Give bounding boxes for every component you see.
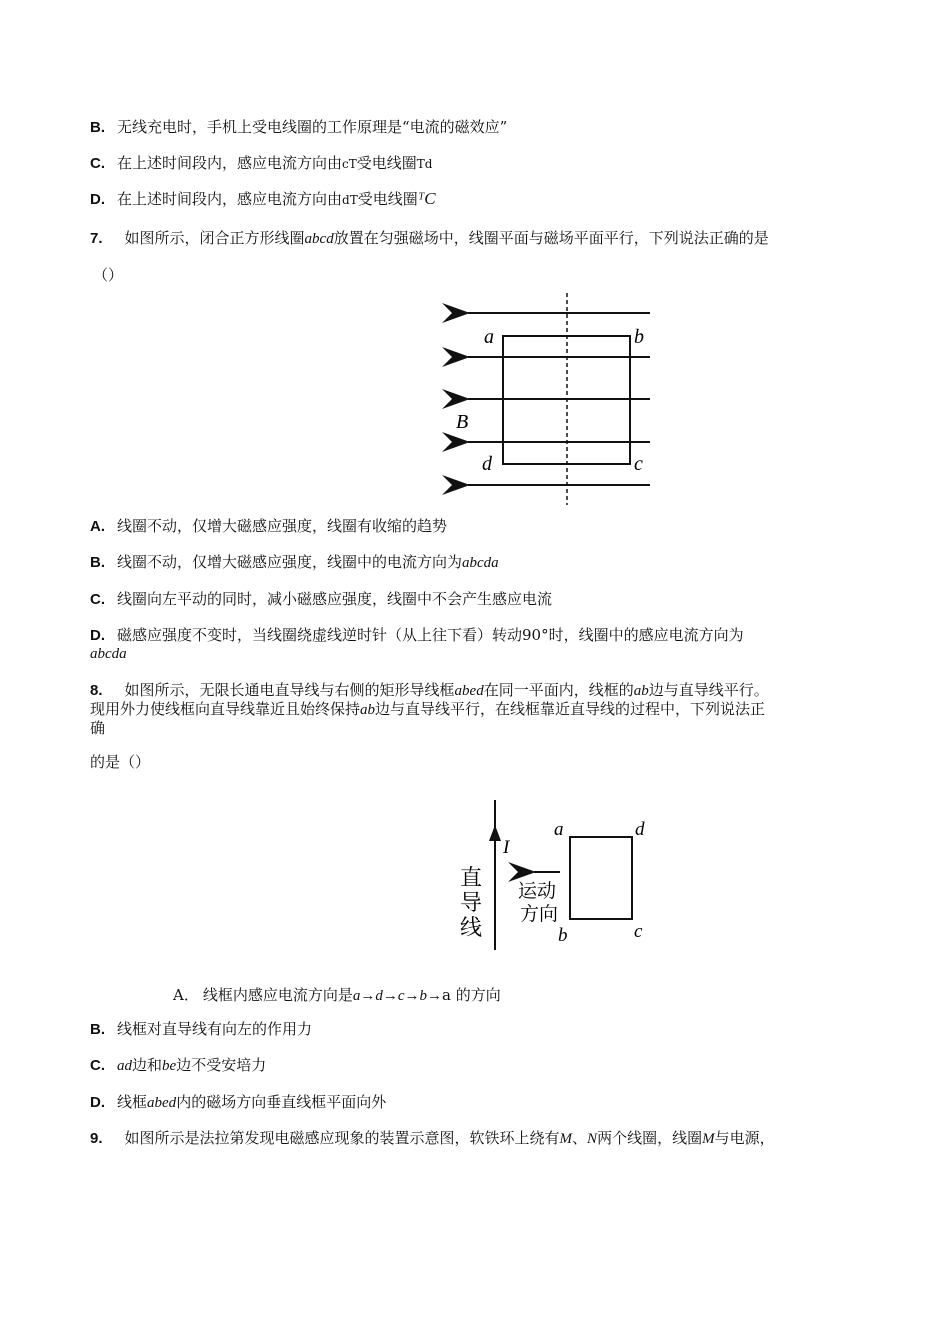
current-label: I [503,837,510,858]
stem-var: abed [454,683,484,699]
option-text: 线圈向左平动的同时，减小磁感应强度，线圈中不会产生感应电流 [117,590,553,608]
option-text: 受电线圈 [356,154,417,172]
option-label: C. [90,1057,105,1074]
option-text: 边不受安培力 [176,1056,267,1074]
option-text: 磁感应强度不变时，当线圈绕虚线逆时针（从上往下看）转动90°时，线圈中的感应电流方向为 [117,626,744,644]
stem-text: 、 [572,1129,588,1147]
q8-stem-line3: 确 [90,719,106,737]
q7-option-d [90,625,744,646]
option-text: 在上述时间段内，感应电流方向由 [117,190,343,208]
q7-stem [90,228,769,249]
option-text: 线圈不动，仅增大磁感应强度，线圈有收缩的趋势 [117,517,448,535]
stem-text: 边与直导线平行。 [648,681,769,699]
q8-option-c [90,1055,266,1076]
q8-option-b [90,1019,312,1040]
option-code: cT [342,157,357,171]
stem-var: M [559,1131,573,1147]
option-var: abcda [462,555,499,571]
q8-figure [450,795,660,970]
stem-text: 如图所示，闭合正方形线圈 [124,229,305,247]
option-var: ad [117,1058,132,1074]
stem-text: 在同一平面内，线框的 [483,681,634,699]
stem-var: ab [360,702,376,718]
stem-text: 如图所示是法拉第发现电磁感应现象的装置示意图，软铁环上绕有 [124,1129,560,1147]
option-text: 线框内感应电流方向是 [202,986,353,1004]
stem-text: 与电源， [714,1129,775,1147]
q7-option-c [90,589,552,610]
option-text: 内的磁场方向垂直线框平面向外 [176,1093,387,1111]
wire-label-3: 线 [460,915,483,940]
option-text: 线框 [117,1093,148,1111]
field-lines [468,313,650,485]
wire-label-2: 导 [460,890,483,915]
option-label: D. [90,191,105,208]
motion-label-2: 方向 [520,904,559,925]
rectangular-frame [570,837,632,919]
corner-label-d: d [635,819,645,840]
corner-label-c: c [634,453,643,475]
q8-stem-line1 [90,680,769,701]
option-text: 边和 [132,1056,163,1074]
option-label: B. [90,554,105,571]
option-label: C. [90,155,105,172]
q6-option-c [90,153,432,174]
motion-label-1: 运动 [518,881,557,902]
option-text: 受电线圈 [357,190,418,208]
option-label: B. [90,1021,105,1038]
option-text: 线框对直导线有向左的作用力 [117,1020,313,1038]
option-label: A． [173,986,199,1004]
q8-stem-line2 [90,699,765,720]
option-seq: a→d→c→b→ [352,988,443,1004]
option-text: a 的方向 [442,986,501,1004]
q8-option-d [90,1092,386,1113]
q9-stem [90,1128,775,1149]
q7-option-b [90,552,499,573]
question-number: 9. [90,1130,103,1147]
corner-label-b: b [558,925,568,946]
q8-stem-line4: 的是（） [90,753,151,771]
stem-text: 放置在匀强磁场中，线圈平面与磁场平面平行，下列说法正确的是 [333,229,769,247]
option-var: be [162,1058,177,1074]
q8-option-a [173,985,501,1006]
corner-label-a: a [554,819,564,840]
option-text: 在上述时间段内，感应电流方向由 [117,154,343,172]
current-arrow [489,825,501,841]
option-text: 无线充电时，手机上受电线圈的工作原理是“电流的磁效应” [117,118,508,136]
option-label: D. [90,1094,105,1111]
option-var: abed [147,1095,177,1111]
corner-label-b: b [634,326,644,348]
option-code: Td [416,157,433,171]
corner-label-d: d [482,453,492,475]
q7-option-d-var: abcda [90,646,127,662]
stem-var: abcd [304,231,334,247]
field-label: B [456,411,469,433]
q6-option-d [90,189,436,210]
option-text: 线圈不动，仅增大磁感应强度，线圈中的电流方向为 [117,553,463,571]
option-code: dT [342,193,358,207]
q7-figure [440,285,670,510]
question-number: 8. [90,682,103,699]
option-label: D. [90,627,105,644]
stem-text: 如图所示，无限长通电直导线与右侧的矩形导线框 [124,681,455,699]
option-label: B. [90,119,105,136]
option-code: ᵀC [417,189,436,208]
q6-option-b [90,117,507,138]
stem-text: 边与直导线平行，在线框靠近直导线的过程中，下列说法正 [375,700,766,718]
q7-paren: （） [93,266,124,284]
wire-label-1: 直 [460,865,483,890]
question-number: 7. [90,230,103,247]
q7-option-a [90,516,447,537]
stem-var: M [702,1131,715,1147]
stem-text: 两个线圈，线圈 [597,1129,703,1147]
corner-label-c: c [634,921,643,942]
stem-var: N [587,1131,598,1147]
corner-label-a: a [484,326,494,348]
stem-text: 现用外力使线框向直导线靠近且始终保持 [90,700,361,718]
stem-var: ab [633,683,649,699]
option-label: C. [90,591,105,608]
option-label: A. [90,518,105,535]
